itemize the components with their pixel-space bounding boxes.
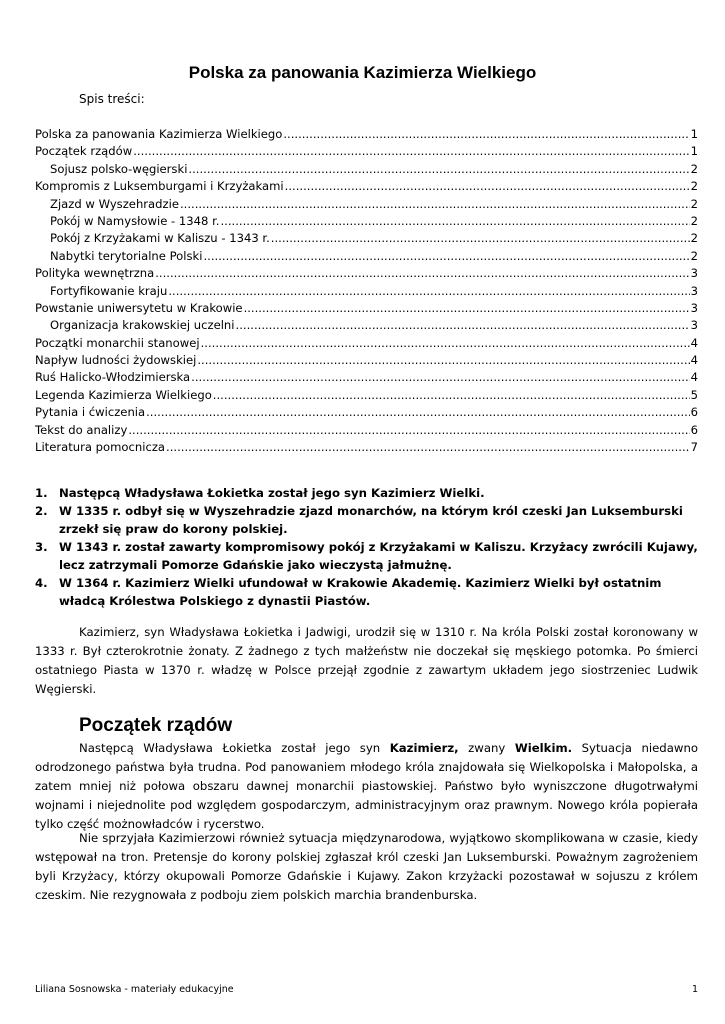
toc-entry-label: Początki monarchii stanowej [35, 335, 200, 350]
toc-entry-page: 1 [690, 144, 698, 159]
toc-entry-label: Ruś Halicko-Włodzimierska [35, 370, 191, 385]
toc-entry[interactable] [35, 265, 698, 282]
toc-entry-page: 3 [690, 283, 698, 298]
toc-heading: Spis treści: [79, 92, 145, 106]
bold-name-kazimierz: Kazimierz, [389, 741, 459, 755]
toc-entry-label: Nabytki terytorialne Polski [50, 248, 203, 263]
toc-entry-page: 2 [690, 179, 698, 194]
toc-dot-leader [197, 352, 689, 369]
toc-dot-leader [188, 161, 689, 178]
toc-entry-page: 6 [690, 422, 698, 437]
toc-dot-leader [285, 178, 690, 195]
toc-entry-page: 2 [690, 213, 698, 228]
toc-dot-leader [244, 300, 690, 317]
key-fact-item [35, 502, 700, 538]
toc-entry-page: 5 [690, 387, 698, 402]
toc-entry-label: Sojusz polsko-węgierski [50, 161, 188, 176]
toc-entry-label: Kompromis z Luksemburgami i Krzyżakami [35, 179, 284, 194]
toc-entry-label: Pokój w Namysłowie - 1348 r. [50, 213, 220, 228]
toc-entry-label: Początek rządów [35, 144, 133, 159]
toc-dot-leader [213, 387, 690, 404]
toc-entry-page: 7 [690, 440, 698, 455]
intro-paragraph-text: Kazimierz, syn Władysława Łokietka i Jadwigi, urodził się w 1310 r. Na króla Polski został koronowany w 1333 r. Był czterokrotnie żonaty. Z żadnego z tych małżeństw nie doczekał się męskiego potomka. Po śmierci ostatniego Piasta w 1370 r. władzę w Polsce przejął zgodnie z zawartym układem jego siostrzeniec Ludwik Węgierski. [35, 625, 698, 696]
toc-entry-page: 4 [690, 370, 698, 385]
toc-entry-label: Napływ ludności żydowskiej [35, 353, 197, 368]
toc-entry-label: Pytania i ćwiczenia [35, 405, 146, 420]
toc-entry-page: 2 [690, 161, 698, 176]
toc-entry-label: Legenda Kazimierza Wielkiego [35, 387, 212, 402]
toc-entry-page: 3 [690, 318, 698, 333]
key-fact-text: W 1364 r. Kazimierz Wielki ufundował w Krakowie Akademię. Kazimierz Wielki był ostatnim władcą Królestwa Polskiego z dynastii Piastów. [59, 576, 662, 608]
toc-entry[interactable] [35, 300, 698, 317]
toc-dot-leader [180, 196, 690, 213]
section-paragraph-2 [35, 829, 698, 905]
toc-entry-page: 3 [690, 300, 698, 315]
toc-entry[interactable] [35, 161, 698, 178]
toc-entry[interactable] [35, 369, 698, 386]
toc-entry-label: Pokój z Krzyżakami w Kaliszu - 1343 r. [50, 231, 270, 246]
toc-entry[interactable] [35, 317, 698, 334]
toc-dot-leader [128, 422, 689, 439]
toc-entry[interactable] [35, 126, 698, 143]
toc-dot-leader [191, 369, 689, 386]
section-heading: Początek rządów [79, 715, 233, 736]
key-fact-text: W 1343 r. został zawarty kompromisowy pokój z Krzyżakami w Kaliszu. Krzyżacy zwrócili Kujawy, lecz zatrzymali Pomorze Gdańskie jako wieczystą jałmużnę. [59, 540, 698, 572]
bold-name-wielkim: Wielkim. [514, 741, 573, 755]
section-paragraph-2-text: Nie sprzyjała Kazimierzowi również sytuacja międzynarodowa, wyjątkowo skomplikowana w czasie, kiedy wstępował na tron. Pretensje do korony polskiej zgłaszał król czeski Jan Luksemburski. Poważnym zagrożeniem byli Krzyżacy, którzy okupowali Pomorze Gdańskie i Kujawy. Zakon krzyżacki pozostawał w sojuszu z królem czeskim. Nie rezygnowała z podboju ziem polskich marchia brandenburska. [35, 831, 698, 902]
toc-entry[interactable] [35, 143, 698, 160]
toc-entry-label: Tekst do analizy [35, 422, 128, 437]
toc-entry[interactable] [35, 335, 698, 352]
key-fact-number: 4. [35, 576, 48, 590]
key-fact-number: 3. [35, 540, 48, 554]
toc-entry-page: 2 [690, 248, 698, 263]
footer-page-number: 1 [691, 984, 698, 995]
toc-entry-page: 6 [690, 405, 698, 420]
key-facts-list [35, 484, 700, 610]
toc-dot-leader [203, 248, 689, 265]
toc-entry-page: 4 [690, 335, 698, 350]
intro-paragraph [35, 623, 698, 699]
toc-entry[interactable] [35, 230, 698, 247]
page-footer [35, 984, 698, 995]
toc-dot-leader [271, 230, 690, 247]
key-fact-text: Następcą Władysława Łokietka został jego syn Kazimierz Wielki. [59, 486, 485, 500]
toc-entry[interactable] [35, 213, 698, 230]
toc-entry-label: Polityka wewnętrzna [35, 266, 155, 281]
key-fact-number: 2. [35, 504, 48, 518]
toc-entry[interactable] [35, 404, 698, 421]
toc-entry-label: Organizacja krakowskiej uczelni [50, 318, 235, 333]
toc-entry[interactable] [35, 387, 698, 404]
toc-dot-leader [133, 143, 689, 160]
toc-entry[interactable] [35, 352, 698, 369]
toc-dot-leader [155, 265, 689, 282]
footer-author: Liliana Sosnowska - materiały edukacyjne [35, 984, 234, 995]
toc-entry[interactable] [35, 422, 698, 439]
section-paragraph-1: Następcą Władysława Łokietka został jego syn Kazimierz, zwany Wielkim. Sytuacja niedawno odrodzonego państwa była trudna. Pod panowaniem młodego króla znajdowała się Wielkopolska i Małopolska, a zatem mniej niż połowa obszaru dawnej monarchii piastowskiej. Państwo było wyniszczone długotrwałymi wojnami i niejednolite pod względem gospodarczym, administracyjnym oraz prawnym. Nowego króla popierała tylko część możnowładców i rycerstwo. [35, 741, 699, 831]
key-fact-number: 1. [35, 486, 48, 500]
key-fact-item [35, 538, 700, 574]
toc-entry-page: 4 [690, 353, 698, 368]
toc-dot-leader [236, 317, 690, 334]
toc-entry-label: Literatura pomocnicza [35, 440, 166, 455]
toc-entry-page: 1 [690, 127, 698, 141]
toc-dot-leader [168, 283, 689, 300]
toc-dot-leader [146, 404, 689, 421]
key-fact-text: W 1335 r. odbył się w Wyszehradzie zjazd monarchów, na którym król czeski Jan Luksemburski zrzekł się praw do korony polskiej. [59, 504, 683, 536]
toc-dot-leader [283, 126, 689, 143]
toc-entry[interactable] [35, 439, 698, 456]
toc-entry-label: Fortyfikowanie kraju [50, 283, 168, 298]
toc-entry-page: 2 [690, 231, 698, 246]
key-fact-item [35, 574, 700, 610]
toc-dot-leader [201, 335, 690, 352]
document-title: Polska za panowania Kazimierza Wielkiego [188, 63, 537, 82]
toc-entry-label: Powstanie uniwersytetu w Krakowie [35, 300, 243, 315]
key-fact-item [35, 484, 700, 502]
toc-entry-page: 3 [690, 266, 698, 281]
toc-entry[interactable] [35, 196, 698, 213]
toc-entry-page: 2 [690, 196, 698, 211]
toc-entry-label: Polska za panowania Kazimierza Wielkiego [35, 127, 283, 141]
toc-entry[interactable] [35, 248, 698, 265]
table-of-contents [35, 126, 698, 456]
toc-entry-label: Zjazd w Wyszehradzie [50, 196, 179, 211]
toc-dot-leader [220, 213, 689, 230]
toc-entry[interactable] [35, 178, 698, 195]
toc-entry[interactable] [35, 283, 698, 300]
toc-dot-leader [166, 439, 690, 456]
